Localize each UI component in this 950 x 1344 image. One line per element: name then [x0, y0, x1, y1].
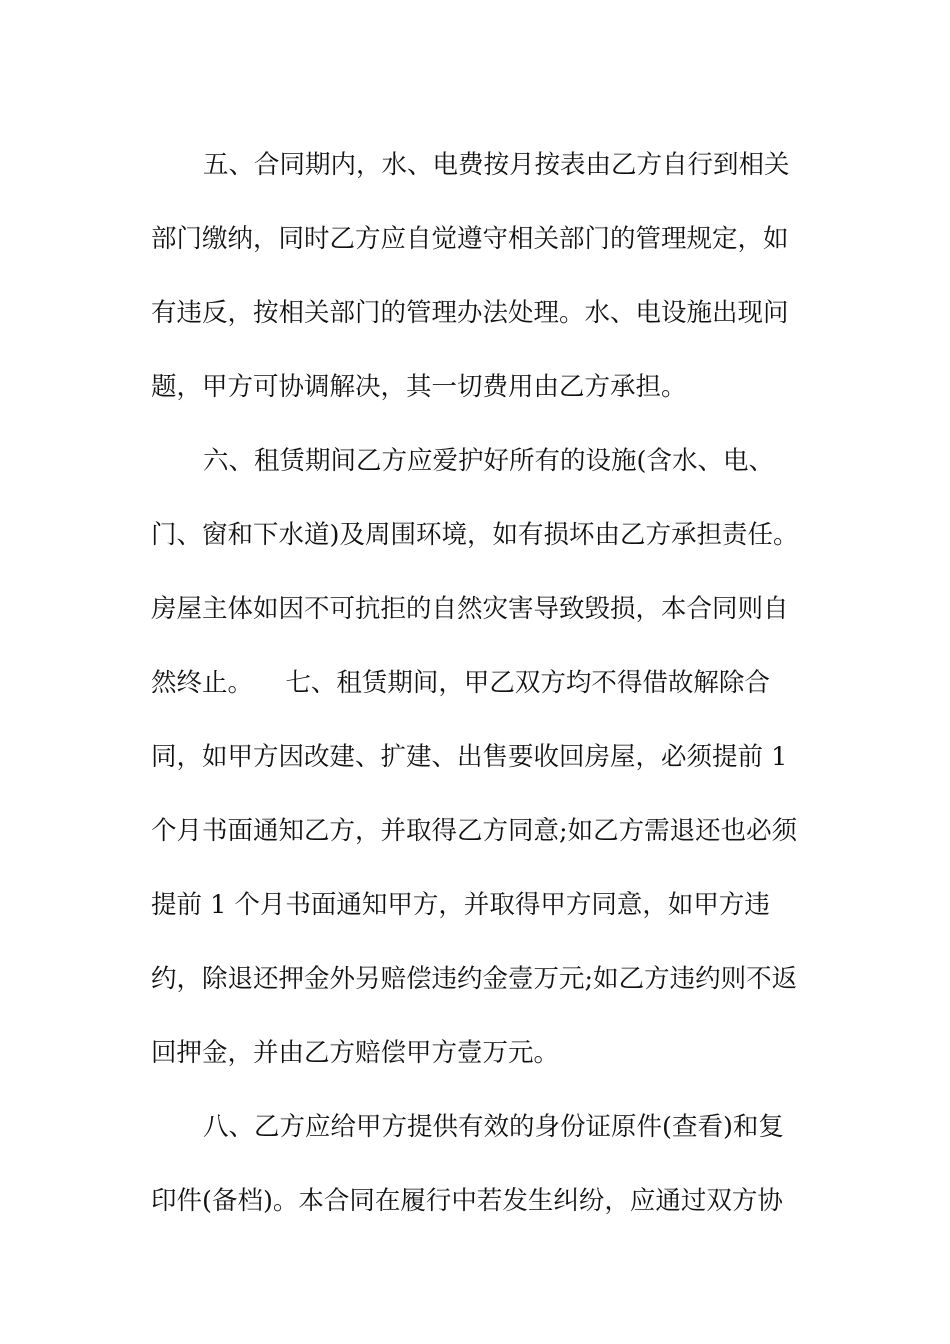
paragraph-7-line-5: 约，除退还押金外另赔偿违约金壹万元;如乙方违约则不返 — [151, 964, 798, 994]
paragraph-7-line-6: 回押金，并由乙方赔偿甲方壹万元。 — [151, 1038, 560, 1068]
paragraph-6-line-2: 门、窗和下水道)及周围环境，如有损坏由乙方承担责任。 — [151, 520, 799, 550]
paragraph-8-line-1: 八、乙方应给甲方提供有效的身份证原件(查看)和复 — [203, 1112, 784, 1142]
paragraph-5-line-1: 五、合同期内，水、电费按月按表由乙方自行到相关 — [203, 150, 790, 180]
paragraph-7-line-3: 个月书面通知乙方，并取得乙方同意;如乙方需退还也必须 — [151, 816, 798, 846]
paragraph-5-line-3: 有违反，按相关部门的管理办法处理。水、电设施出现问 — [151, 298, 789, 328]
contract-text — [151, 128, 811, 1238]
paragraph-5-line-2: 部门缴纳，同时乙方应自觉遵守相关部门的管理规定，如 — [151, 224, 789, 254]
paragraph-6-line-1: 六、租赁期间乙方应爱护好所有的设施(含水、电、 — [203, 446, 774, 476]
paragraph-6-line-3: 房屋主体如因不可抗拒的自然灾害导致毁损，本合同则自 — [151, 594, 789, 624]
paragraph-7-line-4: 提前 1 个月书面通知甲方，并取得甲方同意，如甲方违 — [151, 890, 770, 920]
paragraph-8-line-2: 印件(备档)。本合同在履行中若发生纠纷，应通过双方协 — [151, 1186, 783, 1216]
paragraph-7-line-2: 同，如甲方因改建、扩建、出售要收回房屋，必须提前 1 — [151, 742, 788, 772]
paragraph-6-line-4: 然终止。 七、租赁期间，甲乙双方均不得借故解除合 — [151, 668, 770, 698]
paragraph-5-line-4: 题，甲方可协调解决，其一切费用由乙方承担。 — [151, 372, 687, 402]
